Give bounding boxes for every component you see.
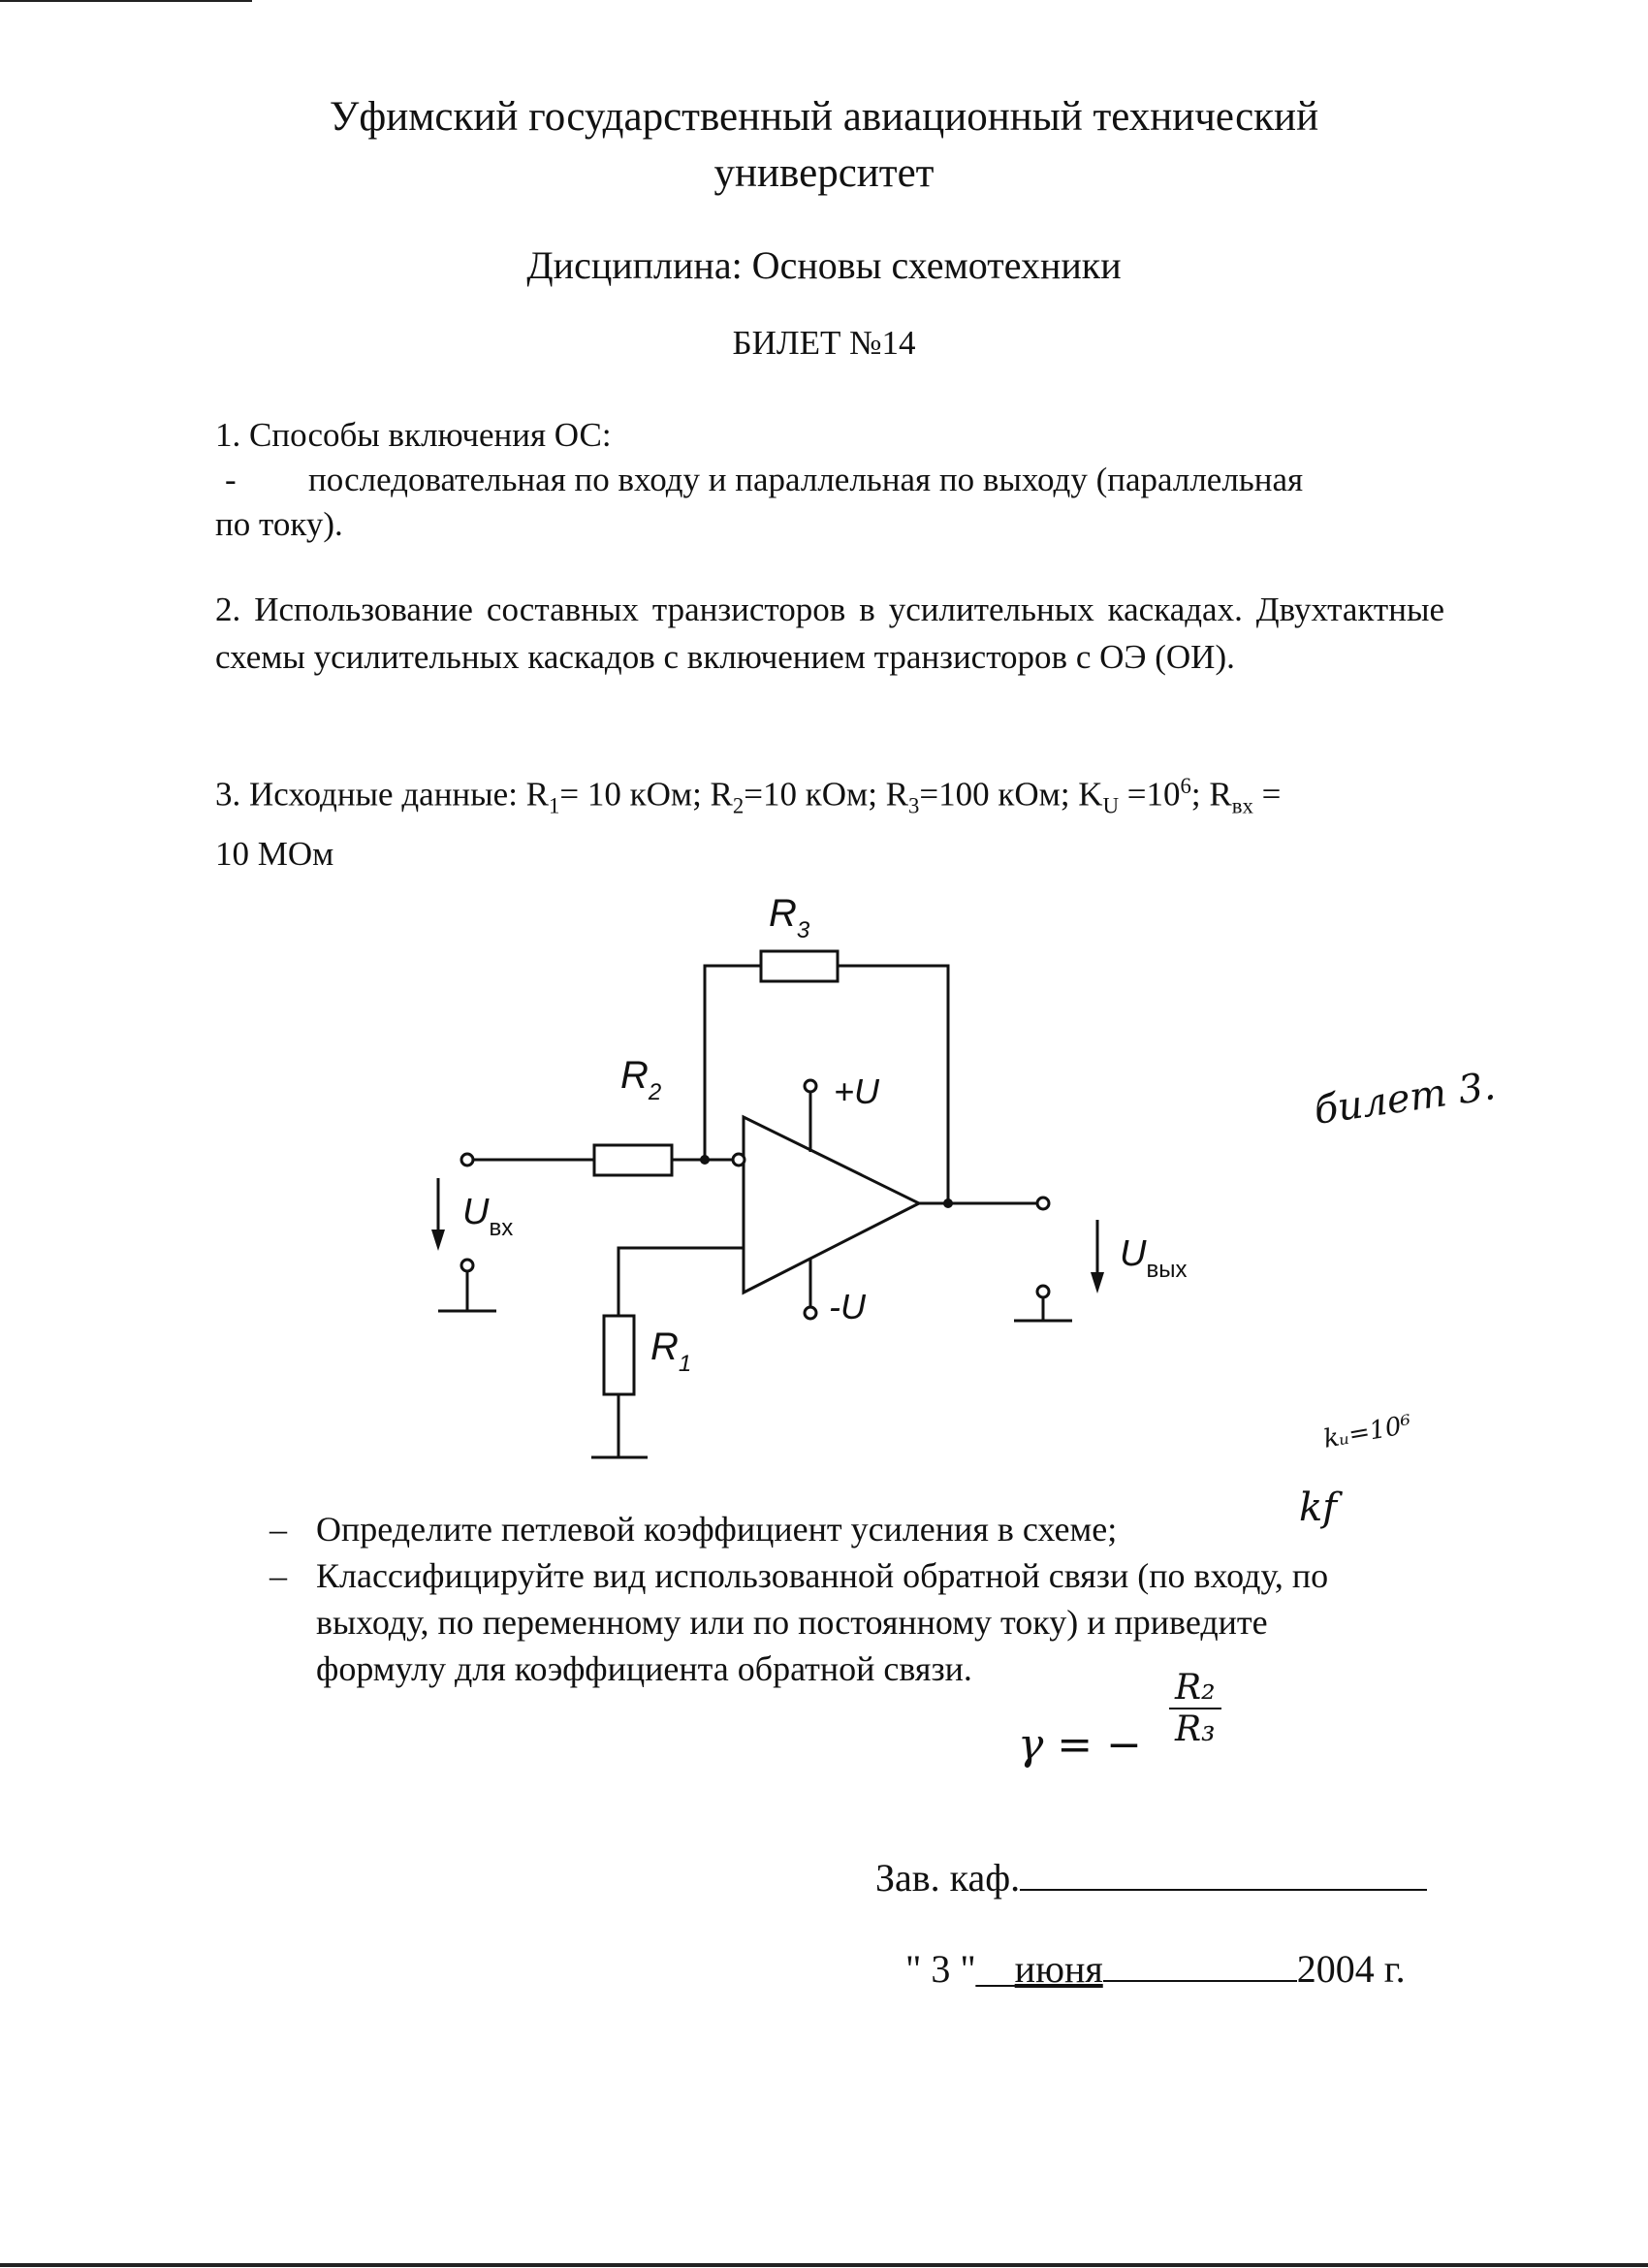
task-1-bullet: – bbox=[269, 1510, 287, 1549]
date-line bbox=[905, 1945, 1406, 1992]
r2-value: =10 кОм; R bbox=[744, 775, 909, 814]
resistor-r2 bbox=[594, 1145, 672, 1175]
junction-dot-input bbox=[700, 1155, 710, 1165]
r3-label: $R_3$ bbox=[769, 892, 810, 943]
formula-lhs: γ = − bbox=[1018, 1719, 1143, 1770]
input-voltage-label: $U_{вх}$ bbox=[462, 1192, 514, 1241]
task-2-line1: Классифицируйте вид использованной обратной связи (по входу, по bbox=[316, 1556, 1329, 1595]
ku-value: =10 bbox=[1119, 775, 1181, 814]
ku-exponent: 6 bbox=[1180, 774, 1191, 798]
noninverting-wire bbox=[618, 1248, 744, 1316]
question-2-text: 2. Использование составных транзисторов в усилительных каскадах. Двухтактные схемы усилительных каскадов с включением транзисторов с ОЭ (ОИ). bbox=[215, 591, 1444, 676]
discipline-title: Дисциплина: Основы схемотехники bbox=[526, 243, 1122, 287]
rin-separator: ; R bbox=[1190, 775, 1232, 814]
output-voltage-arrow-head bbox=[1091, 1272, 1104, 1294]
handwritten-kf-note: kf bbox=[1299, 1485, 1338, 1530]
input-ground-terminal bbox=[461, 1260, 473, 1271]
head-of-department-line bbox=[875, 1854, 1427, 1901]
head-of-department-label: Зав. каф. bbox=[875, 1856, 1021, 1900]
question-1-text-cont: по току). bbox=[215, 505, 343, 543]
formula-numerator: R₂ bbox=[1169, 1668, 1221, 1709]
question-1-dash: - bbox=[225, 461, 237, 498]
scan-edge-bottom bbox=[0, 2263, 1648, 2267]
resistor-r1 bbox=[604, 1316, 634, 1394]
rin-subscript: вх bbox=[1231, 793, 1253, 818]
minus-u-label: -U bbox=[829, 1287, 866, 1326]
question-1-text: последовательная по входу и параллельная по выходу (параллельная bbox=[308, 461, 1304, 498]
r3-value: =100 кОм; K bbox=[919, 775, 1103, 814]
plus-supply-terminal bbox=[805, 1080, 816, 1092]
plus-u-label: +U bbox=[834, 1071, 880, 1111]
resistor-r3 bbox=[761, 951, 838, 981]
output-ground-terminal bbox=[1037, 1286, 1049, 1297]
signature-blank bbox=[1020, 1854, 1427, 1891]
date-month: июня bbox=[1014, 1947, 1103, 1991]
university-name-line2: университет bbox=[713, 150, 935, 196]
question-3-line2: 10 МОм bbox=[215, 834, 334, 873]
input-terminal bbox=[461, 1154, 473, 1166]
r1-value: = 10 кОм; R bbox=[559, 775, 733, 814]
opamp-triangle bbox=[744, 1117, 919, 1293]
ku-subscript: U bbox=[1102, 793, 1120, 818]
r1-label: $R_1$ bbox=[650, 1326, 692, 1377]
university-name-line1: Уфимский государственный авиационный технический bbox=[329, 94, 1319, 140]
handwritten-formula bbox=[1018, 1668, 1221, 1770]
question-3-prefix: 3. Исходные данные: R bbox=[215, 775, 550, 814]
task-2-line2: выходу, по переменному или по постоянному току) и приведите bbox=[316, 1603, 1268, 1642]
date-day: " 3 " bbox=[905, 1947, 976, 1991]
ticket-number: БИЛЕТ №14 bbox=[732, 324, 916, 362]
task-2-line3: формулу для коэффициента обратной связи. bbox=[316, 1649, 972, 1688]
scan-edge-top bbox=[0, 0, 252, 2]
question-1-title: 1. Способы включения ОС: bbox=[215, 416, 612, 454]
junction-dot-output bbox=[943, 1198, 953, 1208]
task-1-text: Определите петлевой коэффициент усиления в схеме; bbox=[316, 1510, 1118, 1549]
r3-subscript: 3 bbox=[908, 793, 920, 818]
task-2-bullet: – bbox=[269, 1556, 287, 1595]
r2-subscript: 2 bbox=[732, 793, 745, 818]
inverting-input bbox=[733, 1154, 745, 1166]
input-voltage-arrow-head bbox=[431, 1230, 445, 1251]
date-year: 2004 г. bbox=[1296, 1947, 1406, 1991]
date-underscore: __ bbox=[975, 1947, 1015, 1991]
formula-fraction bbox=[1169, 1668, 1221, 1749]
r1-subscript: 1 bbox=[549, 793, 560, 818]
r2-label: $R_2$ bbox=[620, 1054, 662, 1105]
date-blank bbox=[1103, 1945, 1297, 1982]
rin-value: = bbox=[1252, 775, 1282, 814]
handwritten-k-note: kᵤ=10⁶ bbox=[1321, 1410, 1414, 1454]
minus-supply-terminal bbox=[805, 1307, 816, 1319]
formula-denominator: R₃ bbox=[1175, 1709, 1216, 1749]
handwritten-ticket-note: билет 3. bbox=[1311, 1064, 1499, 1134]
output-voltage-label: $U_{вых}$ bbox=[1120, 1233, 1188, 1283]
output-terminal bbox=[1037, 1198, 1049, 1209]
